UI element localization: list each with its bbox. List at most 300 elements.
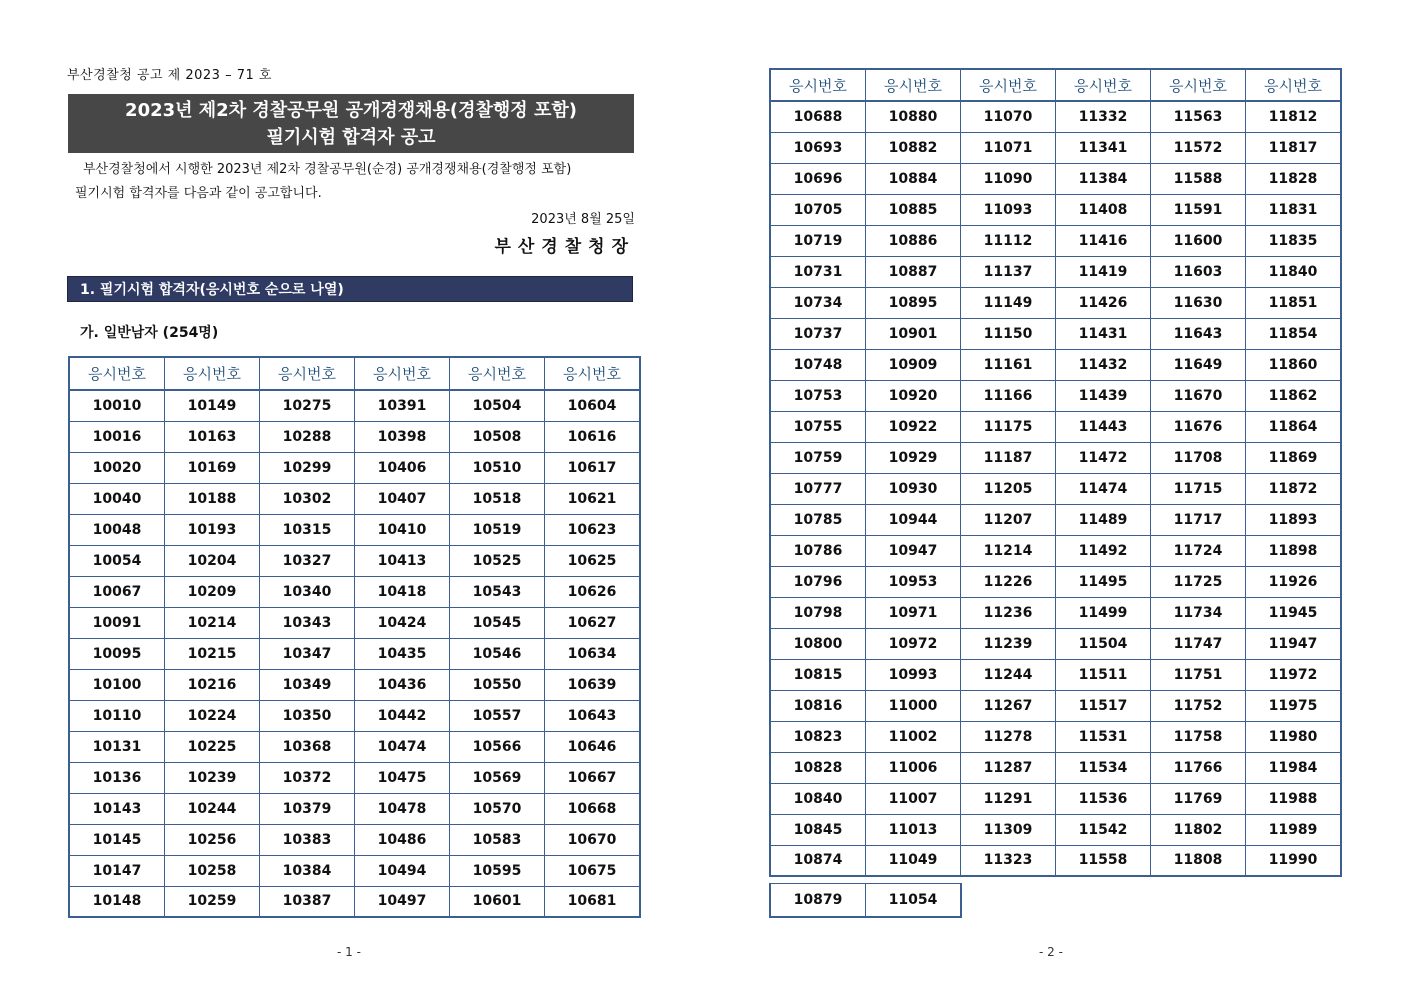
- applicant-number: 11187: [961, 442, 1056, 473]
- applicant-number: 10497: [355, 886, 450, 917]
- applicant-number: 11175: [961, 411, 1056, 442]
- applicant-number: 11049: [866, 845, 961, 876]
- applicant-number: 11984: [1246, 752, 1342, 783]
- applicant-number: 10136: [69, 762, 165, 793]
- applicant-number: 11006: [866, 752, 961, 783]
- applicant-number: 11504: [1056, 628, 1151, 659]
- applicant-number: 11734: [1151, 597, 1246, 628]
- applicant-number: 10519: [450, 514, 545, 545]
- applicant-number: 11323: [961, 845, 1056, 876]
- column-header: 응시번호: [165, 357, 260, 390]
- applicant-number: 10617: [545, 452, 641, 483]
- table-row: [770, 473, 1341, 504]
- applicant-number: 10091: [69, 607, 165, 638]
- applicant-number: 10239: [165, 762, 260, 793]
- table-row: [770, 721, 1341, 752]
- applicant-number: 10525: [450, 545, 545, 576]
- applicant-number: 11002: [866, 721, 961, 752]
- table-row: [69, 514, 640, 545]
- applicant-number: 11747: [1151, 628, 1246, 659]
- applicant-number: 10258: [165, 855, 260, 886]
- table-row: [770, 101, 1341, 132]
- applicant-number: 11854: [1246, 318, 1342, 349]
- table-row: [69, 483, 640, 514]
- applicant-number: 10100: [69, 669, 165, 700]
- applicant-number: 10149: [165, 390, 260, 421]
- table-row: [770, 566, 1341, 597]
- applicant-number: 11013: [866, 814, 961, 845]
- applicant-number: 11492: [1056, 535, 1151, 566]
- applicant-number: 10398: [355, 421, 450, 452]
- applicant-number: 10010: [69, 390, 165, 421]
- results-table-page2: [769, 68, 1342, 877]
- applicant-number: 10372: [260, 762, 355, 793]
- applicant-number: 10550: [450, 669, 545, 700]
- applicant-number: 10604: [545, 390, 641, 421]
- applicant-number: 10148: [69, 886, 165, 917]
- applicant-number: 10922: [866, 411, 961, 442]
- applicant-number: 11752: [1151, 690, 1246, 721]
- applicant-number: 10478: [355, 793, 450, 824]
- table-row: [770, 628, 1341, 659]
- applicant-number: 10621: [545, 483, 641, 514]
- applicant-number: 10368: [260, 731, 355, 762]
- applicant-number: 10719: [770, 225, 866, 256]
- applicant-number: 11267: [961, 690, 1056, 721]
- applicant-number: 11851: [1246, 287, 1342, 318]
- applicant-number: 10815: [770, 659, 866, 690]
- applicant-number: 10785: [770, 504, 866, 535]
- applicant-number: 11717: [1151, 504, 1246, 535]
- applicant-number: 11872: [1246, 473, 1342, 504]
- table-row: [770, 659, 1341, 690]
- applicant-number: 11980: [1246, 721, 1342, 752]
- applicant-number: 10545: [450, 607, 545, 638]
- applicant-number: 10442: [355, 700, 450, 731]
- table-row: [770, 380, 1341, 411]
- applicant-number: 10504: [450, 390, 545, 421]
- applicant-number: 10879: [770, 884, 866, 917]
- applicant-number: 11536: [1056, 783, 1151, 814]
- applicant-number: 10886: [866, 225, 961, 256]
- table-row: [770, 256, 1341, 287]
- applicant-number: 11835: [1246, 225, 1342, 256]
- table-row: [770, 814, 1341, 845]
- applicant-number: 11828: [1246, 163, 1342, 194]
- applicant-number: 11588: [1151, 163, 1246, 194]
- applicant-number: 10475: [355, 762, 450, 793]
- applicant-number: 11802: [1151, 814, 1246, 845]
- applicant-number: 11332: [1056, 101, 1151, 132]
- applicant-number: 11000: [866, 690, 961, 721]
- applicant-number: 11207: [961, 504, 1056, 535]
- notice-date: 2023년 8월 25일: [531, 212, 635, 227]
- applicant-number: 10204: [165, 545, 260, 576]
- applicant-number: 11205: [961, 473, 1056, 504]
- table-header-row: [69, 357, 640, 390]
- applicant-number: 10705: [770, 194, 866, 225]
- applicant-number: 10016: [69, 421, 165, 452]
- applicant-number: 10786: [770, 535, 866, 566]
- applicant-number: 11831: [1246, 194, 1342, 225]
- applicant-number: 11534: [1056, 752, 1151, 783]
- applicant-number: 10413: [355, 545, 450, 576]
- applicant-number: 11439: [1056, 380, 1151, 411]
- applicant-number: 10627: [545, 607, 641, 638]
- applicant-number: 11869: [1246, 442, 1342, 473]
- applicant-number: 11341: [1056, 132, 1151, 163]
- applicant-number: 10256: [165, 824, 260, 855]
- applicant-number: 11591: [1151, 194, 1246, 225]
- signer: 부산경찰청장: [494, 237, 635, 257]
- applicant-number: 10748: [770, 349, 866, 380]
- applicant-number: 10518: [450, 483, 545, 514]
- applicant-number: 10020: [69, 452, 165, 483]
- applicant-number: 10944: [866, 504, 961, 535]
- applicant-number: 10616: [545, 421, 641, 452]
- applicant-number: 11862: [1246, 380, 1342, 411]
- applicant-number: 10823: [770, 721, 866, 752]
- table-row: [770, 884, 961, 917]
- applicant-number: 10215: [165, 638, 260, 669]
- table-row: [770, 132, 1341, 163]
- table-row: [69, 855, 640, 886]
- applicant-number: 10887: [866, 256, 961, 287]
- applicant-number: 10947: [866, 535, 961, 566]
- applicant-number: 10909: [866, 349, 961, 380]
- applicant-number: 10688: [770, 101, 866, 132]
- applicant-number: 10543: [450, 576, 545, 607]
- applicant-number: 11972: [1246, 659, 1342, 690]
- applicant-number: 10696: [770, 163, 866, 194]
- applicant-number: 11226: [961, 566, 1056, 597]
- applicant-number: 10508: [450, 421, 545, 452]
- applicant-number: 11384: [1056, 163, 1151, 194]
- applicant-number: 10244: [165, 793, 260, 824]
- applicant-number: 11766: [1151, 752, 1246, 783]
- applicant-number: 10418: [355, 576, 450, 607]
- table-row: [770, 194, 1341, 225]
- applicant-number: 11947: [1246, 628, 1342, 659]
- applicant-number: 10796: [770, 566, 866, 597]
- applicant-number: 10169: [165, 452, 260, 483]
- table-row: [770, 411, 1341, 442]
- applicant-number: 10667: [545, 762, 641, 793]
- column-header: 응시번호: [69, 357, 165, 390]
- applicant-number: 10259: [165, 886, 260, 917]
- applicant-number: 11070: [961, 101, 1056, 132]
- column-header: 응시번호: [961, 69, 1056, 101]
- applicant-number: 10583: [450, 824, 545, 855]
- applicant-number: 10435: [355, 638, 450, 669]
- applicant-number: 11945: [1246, 597, 1342, 628]
- table-row: [770, 504, 1341, 535]
- table-row: [69, 421, 640, 452]
- applicant-number: 11769: [1151, 783, 1246, 814]
- applicant-number: 11090: [961, 163, 1056, 194]
- applicant-number: 10067: [69, 576, 165, 607]
- applicant-number: 11975: [1246, 690, 1342, 721]
- table-row: [69, 638, 640, 669]
- applicant-number: 10391: [355, 390, 450, 421]
- applicant-number: 10885: [866, 194, 961, 225]
- notice-title-box: [68, 94, 634, 153]
- applicant-number: 11239: [961, 628, 1056, 659]
- applicant-number: 10340: [260, 576, 355, 607]
- applicant-number: 10315: [260, 514, 355, 545]
- applicant-number: 11517: [1056, 690, 1151, 721]
- applicant-number: 11214: [961, 535, 1056, 566]
- applicant-number: 10407: [355, 483, 450, 514]
- applicant-number: 11287: [961, 752, 1056, 783]
- applicant-number: 11926: [1246, 566, 1342, 597]
- notice-title-line1: 2023년 제2차 경찰공무원 공개경쟁채용(경찰행정 포함): [125, 99, 577, 121]
- table-row: [69, 452, 640, 483]
- applicant-number: 11531: [1056, 721, 1151, 752]
- applicant-number: 10224: [165, 700, 260, 731]
- applicant-number: 10884: [866, 163, 961, 194]
- applicant-number: 11149: [961, 287, 1056, 318]
- results-table-page2-last-row: [769, 883, 962, 918]
- intro-paragraph: [75, 158, 636, 206]
- applicant-number: 10675: [545, 855, 641, 886]
- applicant-number: 11725: [1151, 566, 1246, 597]
- applicant-number: 10343: [260, 607, 355, 638]
- applicant-number: 11309: [961, 814, 1056, 845]
- applicant-number: 10845: [770, 814, 866, 845]
- applicant-number: 10387: [260, 886, 355, 917]
- applicant-number: 11416: [1056, 225, 1151, 256]
- applicant-number: 10288: [260, 421, 355, 452]
- applicant-number: 10643: [545, 700, 641, 731]
- applicant-number: 10349: [260, 669, 355, 700]
- applicant-number: 10494: [355, 855, 450, 886]
- table-row: [69, 607, 640, 638]
- applicant-number: 11988: [1246, 783, 1342, 814]
- column-header: 응시번호: [260, 357, 355, 390]
- applicant-number: 10040: [69, 483, 165, 514]
- table-row: [770, 287, 1341, 318]
- applicant-number: 11558: [1056, 845, 1151, 876]
- applicant-number: 11990: [1246, 845, 1342, 876]
- applicant-number: 10993: [866, 659, 961, 690]
- intro-line1: 부산경찰청에서 시행한 2023년 제2차 경찰공무원(순경) 공개경쟁채용(경찰행정 포함): [83, 162, 572, 177]
- applicant-number: 10486: [355, 824, 450, 855]
- applicant-number: 10570: [450, 793, 545, 824]
- table-row: [69, 824, 640, 855]
- column-header: 응시번호: [1246, 69, 1342, 101]
- table-row: [770, 535, 1341, 566]
- applicant-number: 10737: [770, 318, 866, 349]
- applicant-number: 11812: [1246, 101, 1342, 132]
- applicant-number: 10646: [545, 731, 641, 762]
- applicant-number: 10474: [355, 731, 450, 762]
- applicant-number: 11989: [1246, 814, 1342, 845]
- applicant-number: 11432: [1056, 349, 1151, 380]
- applicant-number: 11408: [1056, 194, 1151, 225]
- applicant-number: 10755: [770, 411, 866, 442]
- table-row: [770, 442, 1341, 473]
- table-row: [69, 545, 640, 576]
- applicant-number: 11670: [1151, 380, 1246, 411]
- applicant-number: 11542: [1056, 814, 1151, 845]
- applicant-number: 11817: [1246, 132, 1342, 163]
- applicant-number: 10095: [69, 638, 165, 669]
- applicant-number: 10734: [770, 287, 866, 318]
- applicant-number: 10895: [866, 287, 961, 318]
- applicant-number: 10639: [545, 669, 641, 700]
- table-row: [770, 163, 1341, 194]
- intro-line2: 필기시험 합격자를 다음과 같이 공고합니다.: [75, 186, 322, 201]
- applicant-number: 11898: [1246, 535, 1342, 566]
- applicant-number: 11419: [1056, 256, 1151, 287]
- applicant-number: 10216: [165, 669, 260, 700]
- applicant-number: 10110: [69, 700, 165, 731]
- applicant-number: 10048: [69, 514, 165, 545]
- applicant-number: 10840: [770, 783, 866, 814]
- table-row: [770, 597, 1341, 628]
- applicant-number: 10193: [165, 514, 260, 545]
- applicant-number: 11431: [1056, 318, 1151, 349]
- applicant-number: 10350: [260, 700, 355, 731]
- applicant-number: 11093: [961, 194, 1056, 225]
- applicant-number: 10731: [770, 256, 866, 287]
- notice-title-line2: 필기시험 합격자 공고: [266, 126, 436, 148]
- applicant-number: 10670: [545, 824, 641, 855]
- applicant-number: 10436: [355, 669, 450, 700]
- applicant-number: 11643: [1151, 318, 1246, 349]
- applicant-number: 10634: [545, 638, 641, 669]
- applicant-number: 10188: [165, 483, 260, 514]
- applicant-number: 10410: [355, 514, 450, 545]
- applicant-number: 10566: [450, 731, 545, 762]
- applicant-number: 11071: [961, 132, 1056, 163]
- applicant-number: 11808: [1151, 845, 1246, 876]
- applicant-number: 10623: [545, 514, 641, 545]
- applicant-number: 11054: [866, 884, 962, 917]
- applicant-number: 10800: [770, 628, 866, 659]
- column-header: 응시번호: [355, 357, 450, 390]
- applicant-number: 10828: [770, 752, 866, 783]
- applicant-number: 10379: [260, 793, 355, 824]
- applicant-number: 10347: [260, 638, 355, 669]
- applicant-number: 10625: [545, 545, 641, 576]
- table-row: [69, 390, 640, 421]
- applicant-number: 10874: [770, 845, 866, 876]
- applicant-number: 10930: [866, 473, 961, 504]
- applicant-number: 10880: [866, 101, 961, 132]
- column-header: 응시번호: [1056, 69, 1151, 101]
- applicant-number: 11724: [1151, 535, 1246, 566]
- applicant-number: 11649: [1151, 349, 1246, 380]
- applicant-number: 11893: [1246, 504, 1342, 535]
- applicant-number: 11860: [1246, 349, 1342, 380]
- applicant-number: 10816: [770, 690, 866, 721]
- table-row: [69, 700, 640, 731]
- applicant-number: 11489: [1056, 504, 1151, 535]
- applicant-number: 11676: [1151, 411, 1246, 442]
- applicant-number: 10302: [260, 483, 355, 514]
- applicant-number: 11563: [1151, 101, 1246, 132]
- applicant-number: 11474: [1056, 473, 1151, 504]
- table-row: [69, 731, 640, 762]
- table-row: [770, 225, 1341, 256]
- table-row: [770, 845, 1341, 876]
- subsection-title: 가. 일반남자 (254명): [80, 325, 219, 341]
- applicant-number: 11751: [1151, 659, 1246, 690]
- applicant-number: 10510: [450, 452, 545, 483]
- table-row: [770, 752, 1341, 783]
- applicant-number: 11137: [961, 256, 1056, 287]
- applicant-number: 11840: [1246, 256, 1342, 287]
- applicant-number: 11278: [961, 721, 1056, 752]
- applicant-number: 10557: [450, 700, 545, 731]
- applicant-number: 11499: [1056, 597, 1151, 628]
- column-header: 응시번호: [866, 69, 961, 101]
- table-row: [770, 690, 1341, 721]
- table-row: [69, 669, 640, 700]
- applicant-number: 11166: [961, 380, 1056, 411]
- applicant-number: 11291: [961, 783, 1056, 814]
- column-header: 응시번호: [770, 69, 866, 101]
- applicant-number: 10299: [260, 452, 355, 483]
- applicant-number: 10595: [450, 855, 545, 886]
- page-number-2: - 2 -: [1039, 945, 1063, 959]
- column-header: 응시번호: [450, 357, 545, 390]
- applicant-number: 11572: [1151, 132, 1246, 163]
- applicant-number: 10601: [450, 886, 545, 917]
- applicant-number: 10972: [866, 628, 961, 659]
- applicant-number: 11600: [1151, 225, 1246, 256]
- applicant-number: 10626: [545, 576, 641, 607]
- applicant-number: 11495: [1056, 566, 1151, 597]
- table-header-row: [770, 69, 1341, 101]
- applicant-number: 11864: [1246, 411, 1342, 442]
- column-header: 응시번호: [545, 357, 641, 390]
- applicant-number: 11708: [1151, 442, 1246, 473]
- applicant-number: 10383: [260, 824, 355, 855]
- notice-number: 부산경찰청 공고 제 2023 – 71 호: [67, 68, 272, 83]
- table-row: [69, 886, 640, 917]
- applicant-number: 10971: [866, 597, 961, 628]
- applicant-number: 10693: [770, 132, 866, 163]
- applicant-number: 10929: [866, 442, 961, 473]
- applicant-number: 11007: [866, 783, 961, 814]
- results-table-page1: [68, 356, 641, 918]
- applicant-number: 11426: [1056, 287, 1151, 318]
- applicant-number: 10384: [260, 855, 355, 886]
- applicant-number: 10225: [165, 731, 260, 762]
- applicant-number: 10163: [165, 421, 260, 452]
- applicant-number: 11236: [961, 597, 1056, 628]
- applicant-number: 10424: [355, 607, 450, 638]
- table-row: [770, 349, 1341, 380]
- applicant-number: 10546: [450, 638, 545, 669]
- applicant-number: 11472: [1056, 442, 1151, 473]
- applicant-number: 11715: [1151, 473, 1246, 504]
- table-row: [770, 783, 1341, 814]
- applicant-number: 10054: [69, 545, 165, 576]
- applicant-number: 11112: [961, 225, 1056, 256]
- applicant-number: 10759: [770, 442, 866, 473]
- applicant-number: 10798: [770, 597, 866, 628]
- applicant-number: 10953: [866, 566, 961, 597]
- applicant-number: 10131: [69, 731, 165, 762]
- page-number-1: - 1 -: [337, 945, 361, 959]
- applicant-number: 10214: [165, 607, 260, 638]
- section-title: 1. 필기시험 합격자(응시번호 순으로 나열): [67, 276, 633, 302]
- column-header: 응시번호: [1151, 69, 1246, 101]
